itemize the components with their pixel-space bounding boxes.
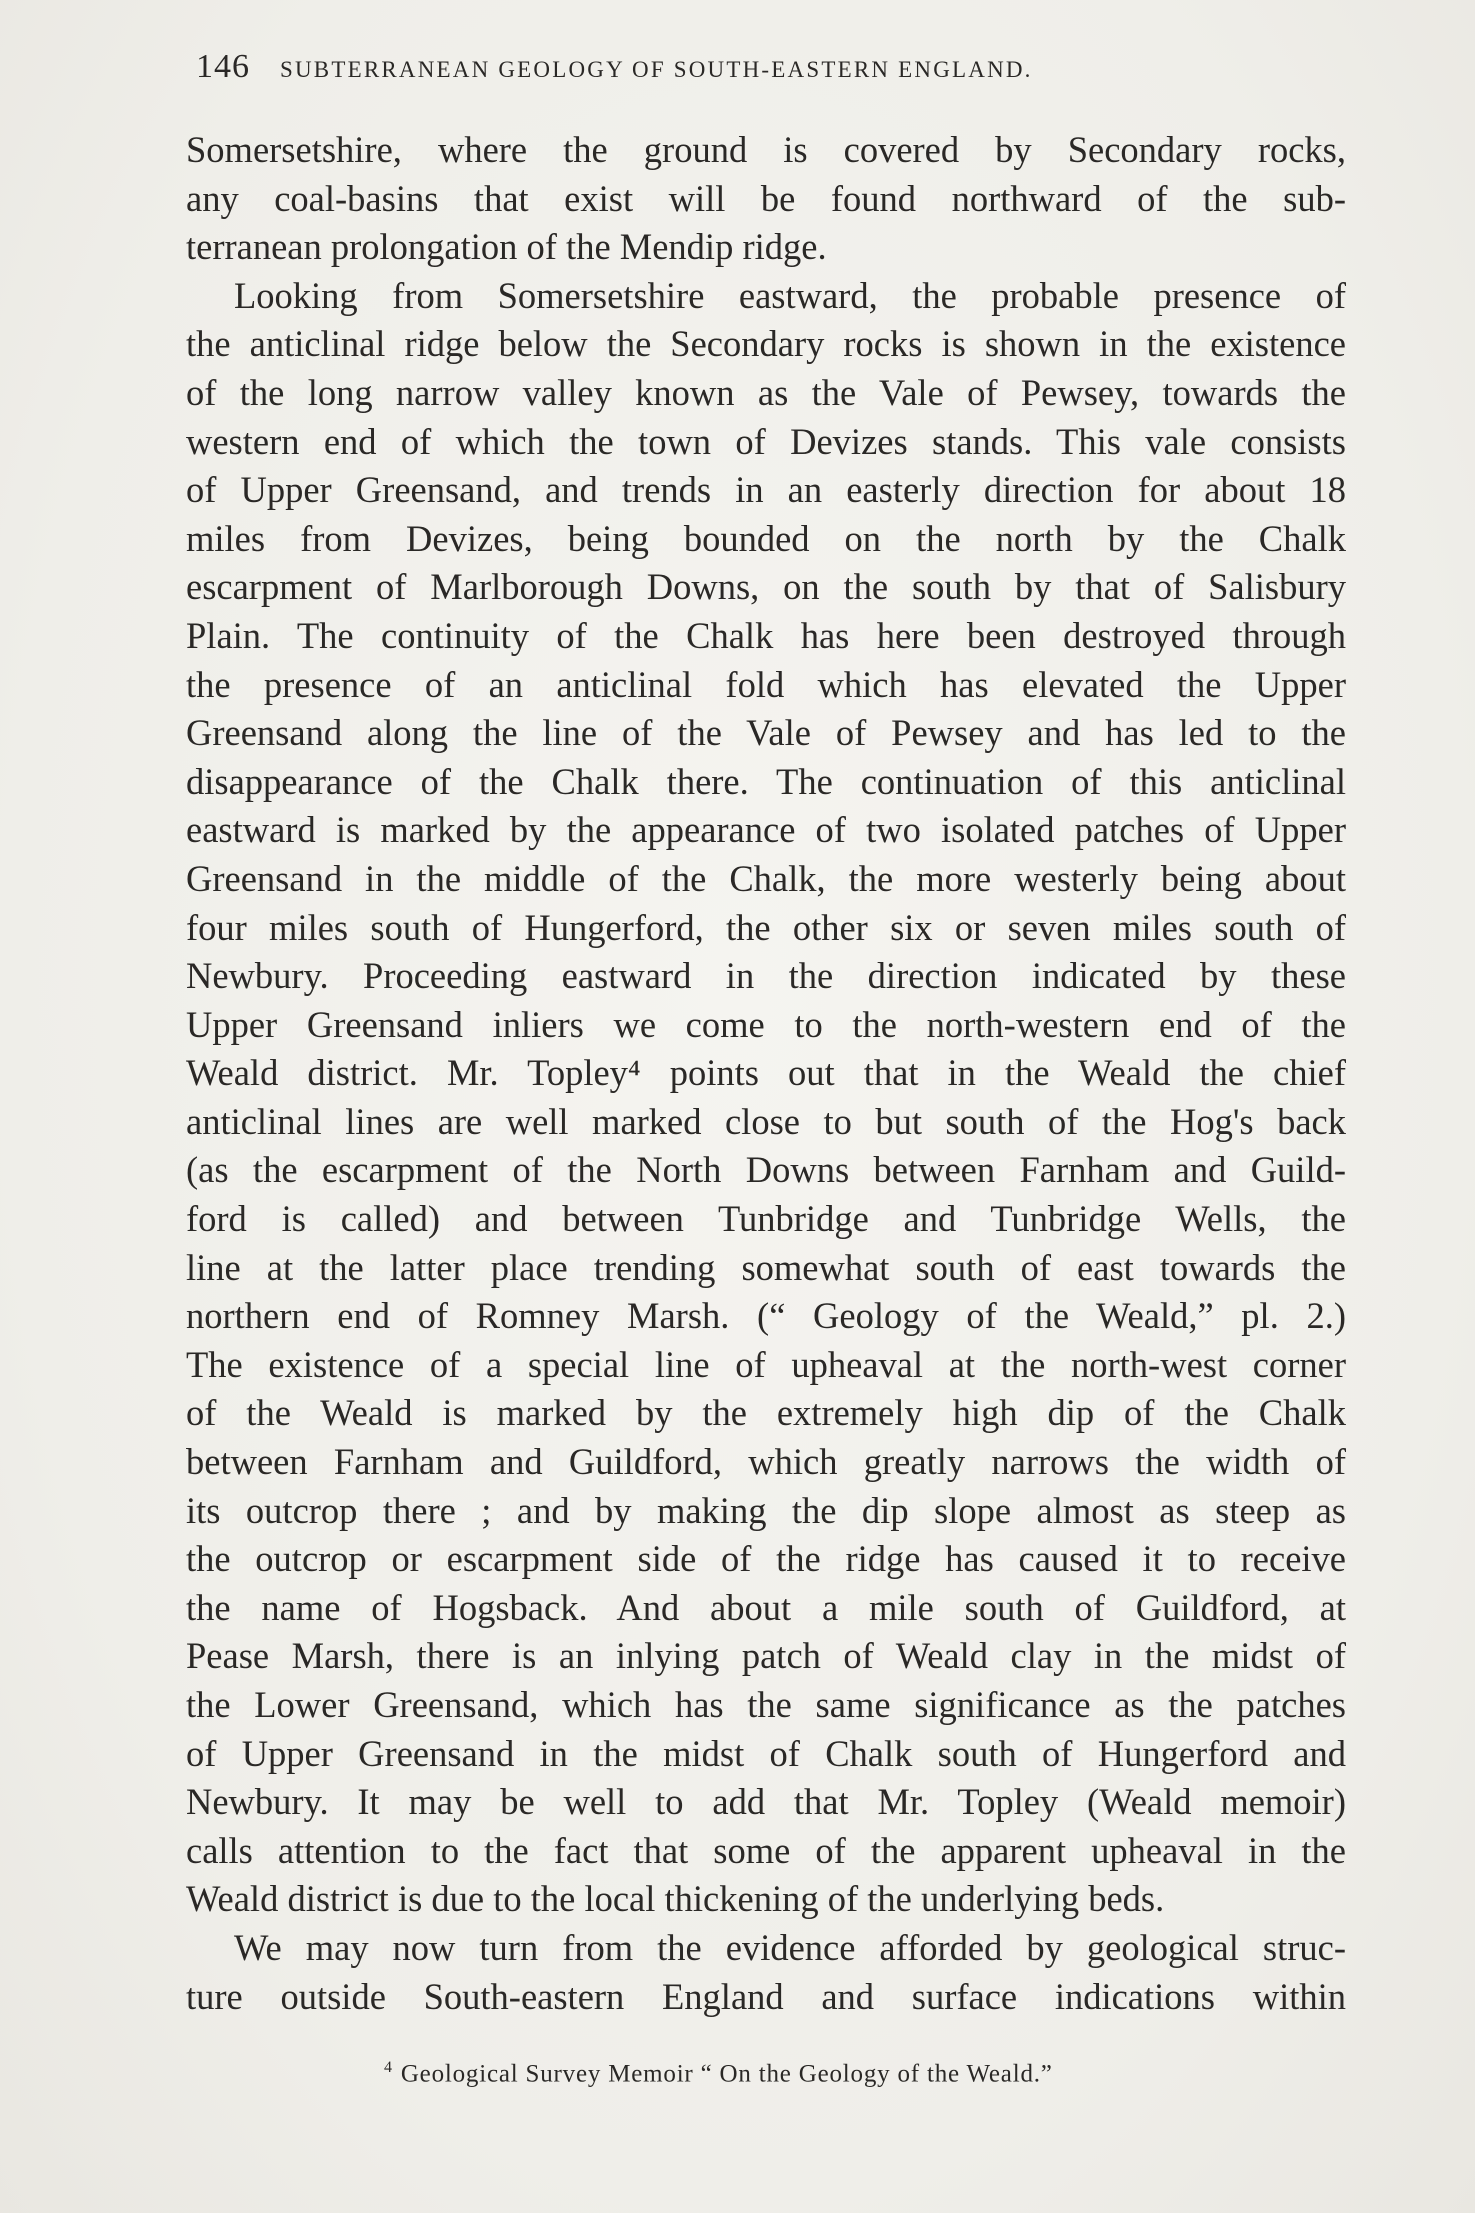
text-line: Greensand in the middle of the Chalk, the more westerly being about — [186, 857, 1346, 899]
text-line: the presence of an anticlinal fold which has elevated the Upper — [186, 663, 1346, 705]
footnote-marker: 4 — [384, 2059, 393, 2076]
text-line: the anticlinal ridge below the Secondary rocks is shown in the existence — [186, 323, 1346, 365]
text-line: the Lower Greensand, which has the same significance as the patches — [186, 1684, 1346, 1725]
text-line: the name of Hogsback. And about a mile south of Guildford, at — [186, 1586, 1346, 1628]
text-line: western end of which the town of Devizes stands. This vale consists — [186, 420, 1346, 462]
text-line: We may now turn from the evidence afforded by geological struc- — [234, 1926, 1346, 1968]
text-line: Newbury. Proceeding eastward in the direction indicated by these — [186, 955, 1346, 997]
text-line: miles from Devizes, being bounded on the north by the Chalk — [186, 517, 1346, 559]
text-line: four miles south of Hungerford, the other six or seven miles south of — [186, 906, 1346, 948]
footnote-text: Geological Survey Memoir “ On the Geology of the Weald.” — [400, 2060, 1053, 2088]
running-title: SUBTERRANEAN GEOLOGY OF SOUTH-EASTERN ENGLAND. — [280, 57, 1033, 82]
text-line: Somersetshire, where the ground is covered by Secondary rocks, — [186, 129, 1346, 170]
text-line: Weald district. Mr. Topley⁴ points out that in the Weald the chief — [186, 1052, 1346, 1094]
text-line: the outcrop or escarpment side of the ridge has caused it to receive — [186, 1538, 1346, 1580]
text-line: of the long narrow valley known as the Vale of Pewsey, towards the — [186, 371, 1346, 413]
body-text — [186, 126, 1346, 2021]
text-line: anticlinal lines are well marked close to but south of the Hog's back — [186, 1100, 1346, 1142]
footnote — [384, 2048, 1144, 2088]
text-line: Looking from Somersetshire eastward, the probable presence of — [234, 274, 1346, 316]
text-line: between Farnham and Guildford, which greatly narrows the width of — [186, 1441, 1346, 1483]
text-line: ford is called) and between Tunbridge and Tunbridge Wells, the — [186, 1198, 1346, 1240]
text-line: northern end of Romney Marsh. (“ Geology of the Weald,” pl. 2.) — [186, 1295, 1346, 1337]
text-line: of the Weald is marked by the extremely high dip of the Chalk — [186, 1392, 1346, 1434]
text-line: of Upper Greensand in the midst of Chalk south of Hungerford and — [186, 1732, 1346, 1774]
text-line: escarpment of Marlborough Downs, on the south by that of Salisbury — [186, 566, 1346, 608]
text-line: its outcrop there ; and by making the dip slope almost as steep as — [186, 1489, 1346, 1531]
text-line: disappearance of the Chalk there. The continuation of this anticlinal — [186, 760, 1346, 802]
text-line: of Upper Greensand, and trends in an easterly direction for about 18 — [186, 469, 1346, 511]
text-line: Newbury. It may be well to add that Mr. Topley (Weald memoir) — [186, 1781, 1346, 1823]
text-line: Plain. The continuity of the Chalk has here been destroyed through — [186, 614, 1346, 656]
running-head — [196, 48, 1336, 88]
page-number: 146 — [196, 48, 250, 85]
text-line: Pease Marsh, there is an inlying patch of Weald clay in the midst of — [186, 1635, 1346, 1677]
text-line: (as the escarpment of the North Downs between Farnham and Guild- — [186, 1149, 1346, 1191]
text-line: any coal-basins that exist will be found northward of the sub- — [186, 177, 1346, 219]
text-line: Greensand along the line of the Vale of Pewsey and has led to the — [186, 712, 1346, 754]
text-line: calls attention to the fact that some of the apparent upheaval in the — [186, 1829, 1346, 1871]
text-line: Weald district is due to the local thickening of the underlying beds. — [186, 1878, 1165, 1920]
text-line: The existence of a special line of upheaval at the north-west corner — [186, 1343, 1346, 1385]
text-line: ture outside South-eastern England and surface indications within — [186, 1975, 1346, 2017]
text-line: line at the latter place trending somewhat south of east towards the — [186, 1246, 1346, 1288]
text-line: Upper Greensand inliers we come to the north-western end of the — [186, 1003, 1346, 1045]
text-line: terranean prolongation of the Mendip ridge. — [186, 226, 827, 268]
text-line: eastward is marked by the appearance of two isolated patches of Upper — [186, 809, 1346, 851]
